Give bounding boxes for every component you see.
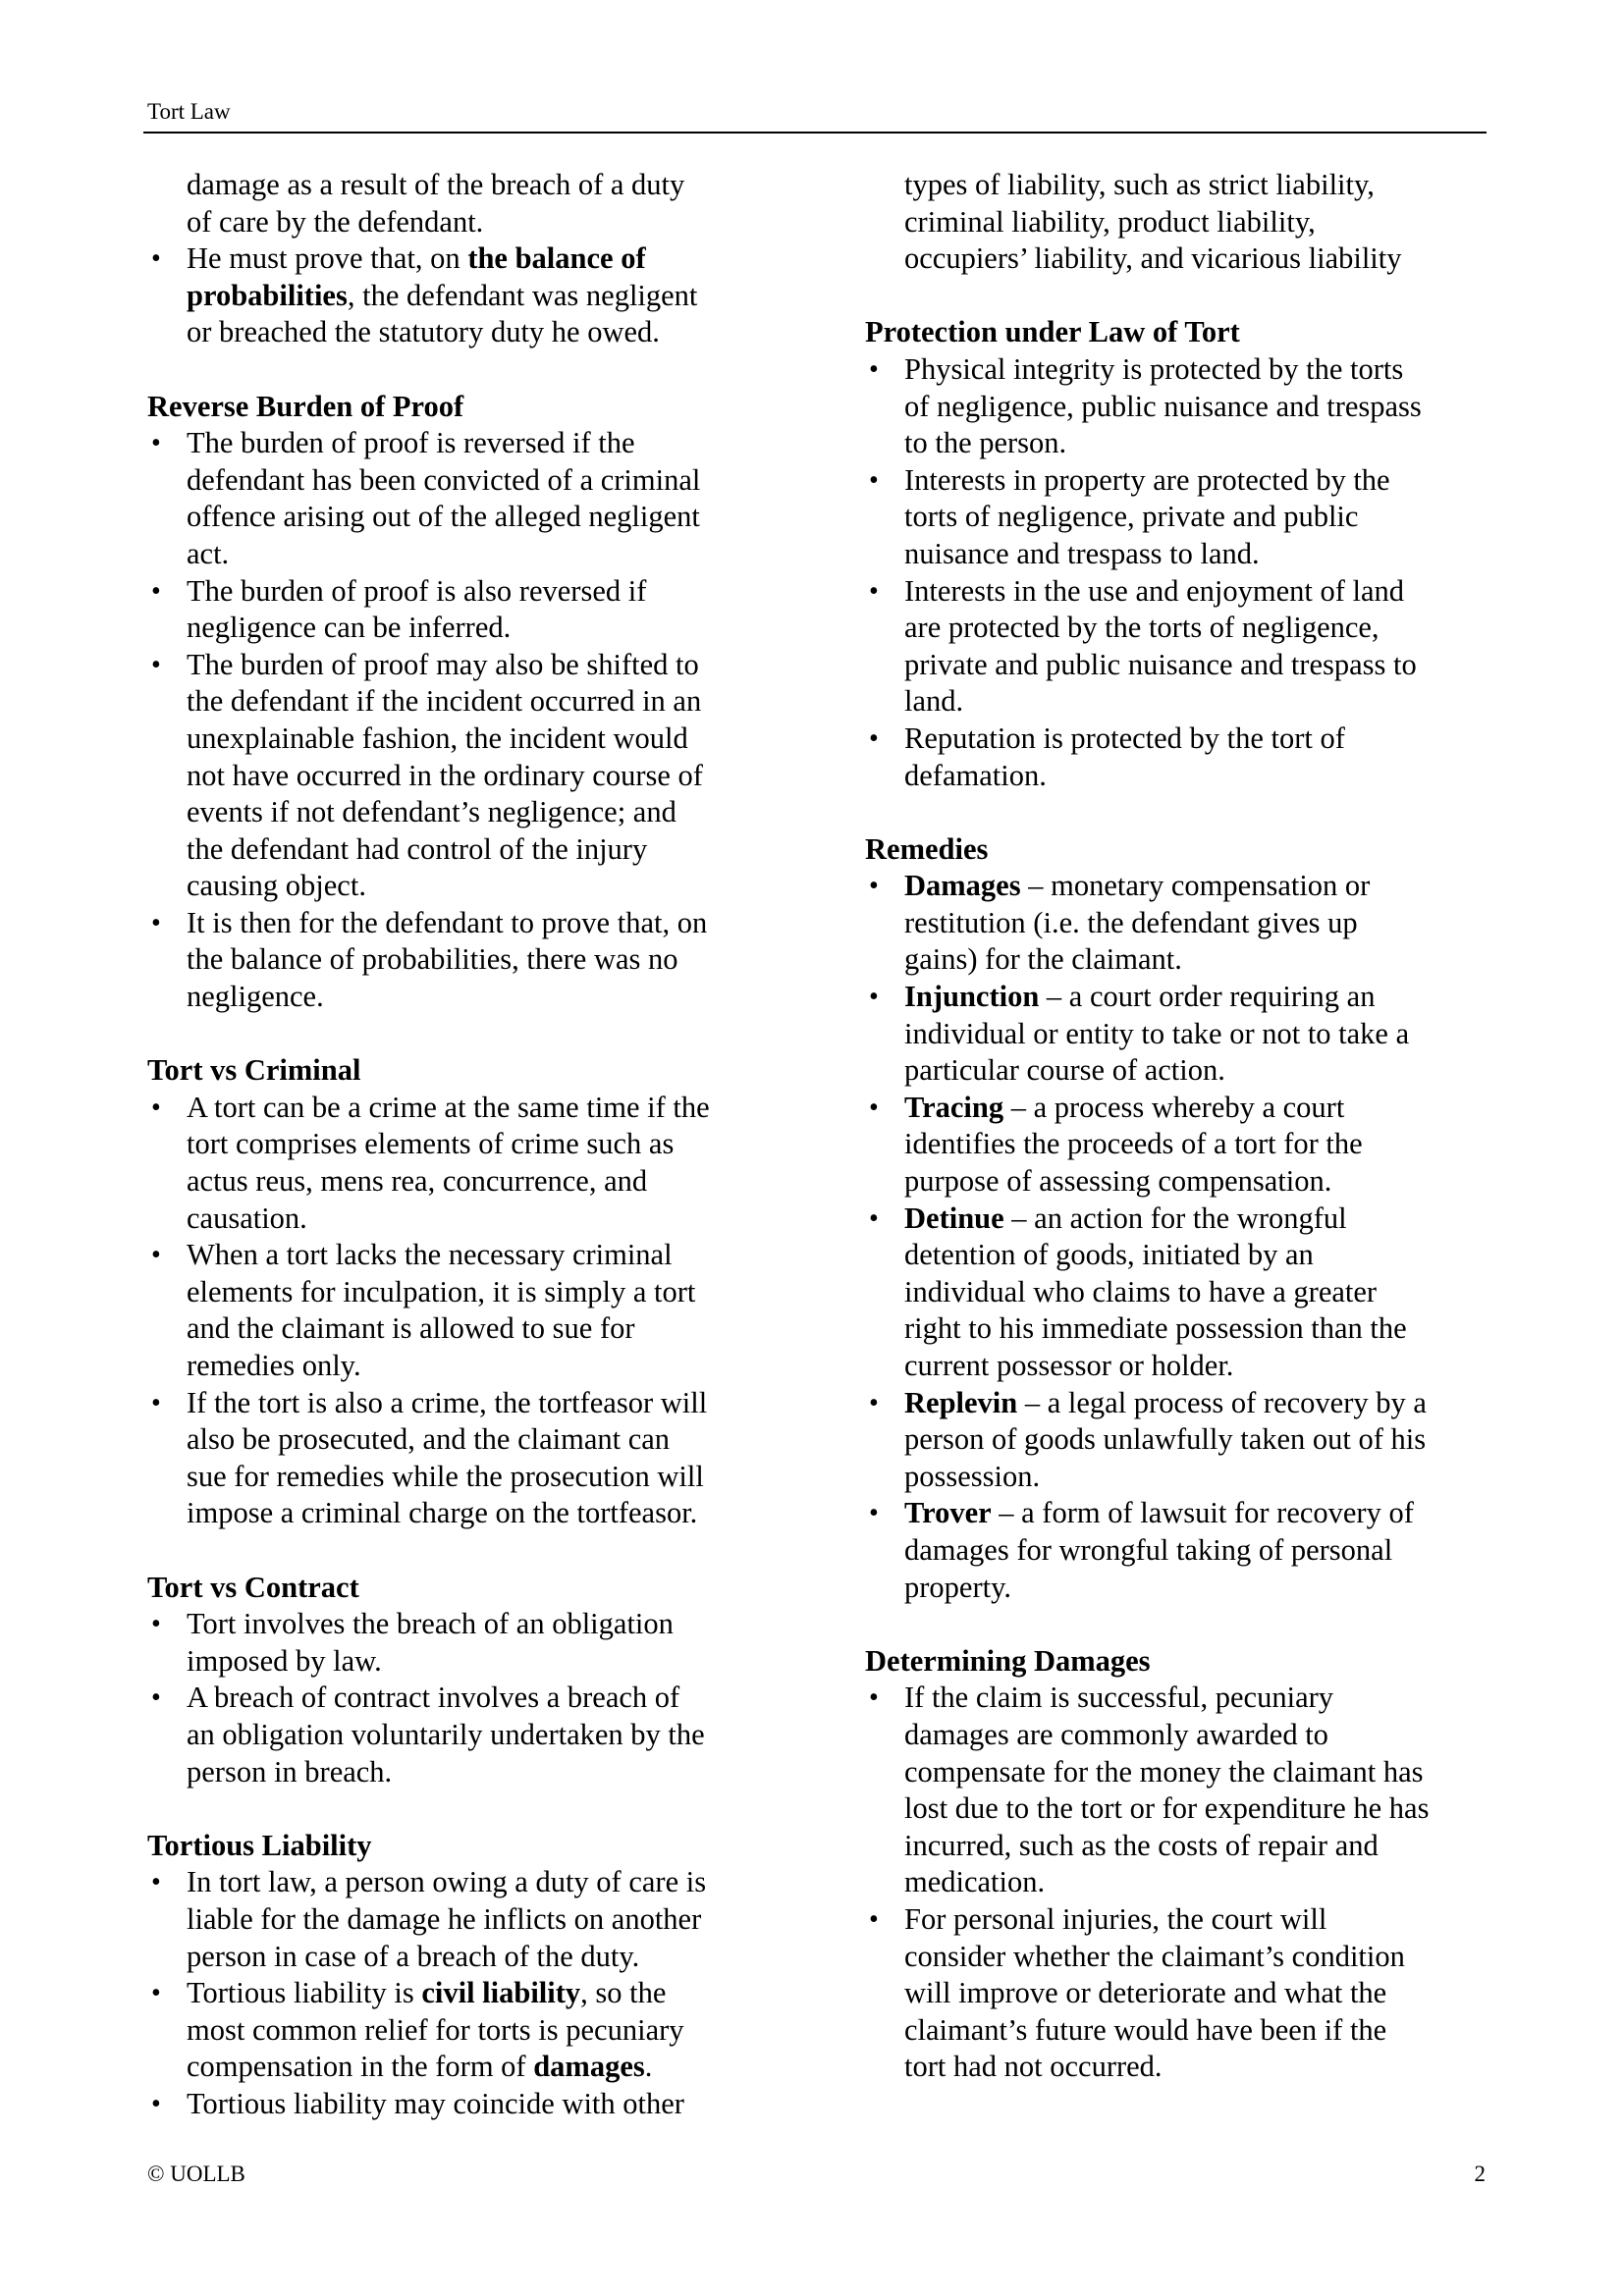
text-line: events if not defendant’s negligence; and [187, 795, 676, 829]
text-line: The burden of proof is also reversed if [187, 573, 647, 608]
text-line: types of liability, such as strict liability, [904, 168, 1375, 201]
text-line: purpose of assessing compensation. [904, 1164, 1332, 1199]
text-line: Reputation is protected by the tort of [904, 721, 1345, 755]
text-line: are protected by the torts of negligence, [904, 611, 1380, 645]
bullet-icon: • [869, 1202, 879, 1234]
text-line: remedies only. [187, 1349, 361, 1382]
text-line: person of goods unlawfully taken out of his [904, 1422, 1427, 1457]
bullet-icon: • [869, 982, 879, 1013]
bullet-icon: • [151, 1240, 161, 1271]
text-line: person in case of a breach of the duty. [187, 1939, 640, 1973]
text-line: sue for remedies while the prosecution will [187, 1459, 704, 1493]
text-line: individual who claims to have a greater [904, 1274, 1378, 1308]
text-line: the defendant had control of the injury [187, 831, 648, 866]
bullet-icon: • [869, 353, 879, 385]
text-line: private and public nuisance and trespass to [904, 647, 1417, 681]
section-heading-remedies: Remedies [865, 831, 989, 866]
text-line: claimant’s future would have been if the [904, 2012, 1387, 2047]
bullet-icon: • [151, 1682, 161, 1714]
text-line: of care by the defendant. [187, 204, 484, 239]
text-line: and the claimant is allowed to sue for [187, 1311, 635, 1346]
text-line: nuisance and trespass to land. [904, 536, 1260, 570]
list-item [147, 240, 795, 351]
text-line: land. [904, 684, 964, 719]
text-line: most common relief for torts is pecuniary [187, 2012, 684, 2047]
text-line: elements for inculpation, it is simply a tort [187, 1274, 696, 1308]
text-line: Injunction – a court order requiring an [904, 980, 1376, 1014]
text-line: Trover – a form of lawsuit for recovery of [904, 1496, 1414, 1530]
text-line: In tort law, a person owing a duty of care is [187, 1865, 707, 1899]
list-item-damages [865, 868, 1513, 979]
text-line: defendant has been convicted of a criminal [187, 462, 701, 497]
bullet-icon: • [869, 575, 879, 607]
bullet-icon: • [151, 2088, 161, 2119]
text-line: or breached the statutory duty he owed. [187, 315, 660, 349]
list-item [865, 721, 1513, 794]
text-line: act. [187, 536, 230, 570]
list-item [147, 1090, 795, 1237]
page-number: 2 [1474, 2162, 1486, 2186]
bullet-icon: • [151, 1387, 161, 1418]
list-item-injunction [865, 979, 1513, 1090]
text-line: restitution (i.e. the defendant gives up [904, 905, 1358, 939]
text-line: right to his immediate possession than the [904, 1311, 1407, 1346]
list-item-replevin [865, 1385, 1513, 1496]
continued-paragraph [865, 167, 1513, 278]
section-heading-tort-vs-criminal: Tort vs Criminal [147, 1053, 361, 1088]
text-line: actus reus, mens rea, concurrence, and [187, 1164, 648, 1199]
text-line: impose a criminal charge on the tortfeasor. [187, 1496, 698, 1530]
list-item [147, 573, 795, 647]
text-line: possession. [904, 1459, 1041, 1493]
section-heading-tortious-liability: Tortious Liability [147, 1828, 372, 1862]
list-item [865, 462, 1513, 573]
text-line: of negligence, public nuisance and trespass [904, 389, 1422, 423]
text-line: Tort involves the breach of an obligation [187, 1607, 674, 1641]
text-line: The burden of proof is reversed if the [187, 426, 635, 460]
text-line: tort had not occurred. [904, 2050, 1163, 2084]
bullet-icon: • [869, 464, 879, 496]
bullet-icon: • [869, 1498, 879, 1529]
list-item [865, 1901, 1513, 2086]
bullet-icon: • [869, 1682, 879, 1714]
list-item-detinue [865, 1201, 1513, 1385]
text-line: damages are commonly awarded to [904, 1717, 1328, 1751]
text-line: the defendant if the incident occurred in an [187, 684, 702, 719]
text-line: also be prosecuted, and the claimant can [187, 1422, 671, 1457]
bullet-icon: • [151, 575, 161, 607]
text-line: Interests in the use and enjoyment of land [904, 573, 1405, 608]
text-line: It is then for the defendant to prove that, on [187, 905, 708, 939]
text-line: Interests in property are protected by the [904, 462, 1390, 497]
list-item [147, 905, 795, 1016]
right-column [865, 167, 1513, 2086]
list-item [147, 1606, 795, 1680]
text-line: If the claim is successful, pecuniary [904, 1681, 1334, 1715]
bullet-icon: • [869, 722, 879, 754]
section-heading-protection: Protection under Law of Tort [865, 315, 1240, 349]
list-item-trover [865, 1495, 1513, 1606]
text-line: incurred, such as the costs of repair and [904, 1828, 1379, 1862]
bullet-icon: • [151, 649, 161, 680]
text-line: compensate for the money the claimant has [904, 1754, 1424, 1789]
list-item [865, 1680, 1513, 1901]
text-line: will improve or deteriorate and what the [904, 1976, 1387, 2010]
text-line: damages for wrongful taking of personal [904, 1532, 1393, 1567]
text-line: A breach of contract involves a breach of [187, 1681, 680, 1715]
header-rule [143, 132, 1487, 133]
bullet-icon: • [151, 1609, 161, 1640]
text-line: For personal injuries, the court will [904, 1901, 1327, 1936]
text-line: compensation in the form of damages. [187, 2050, 653, 2084]
list-item [147, 1385, 795, 1532]
text-line: causation. [187, 1201, 307, 1235]
text-line: Replevin – a legal process of recovery by a [904, 1385, 1427, 1419]
bullet-icon: • [151, 428, 161, 459]
list-item [147, 1237, 795, 1384]
text-line: He must prove that, on the balance of [187, 241, 646, 276]
bullet-icon: • [869, 871, 879, 902]
text-line: not have occurred in the ordinary course of [187, 758, 703, 792]
text-line: lost due to the tort or for expenditure he has [904, 1791, 1430, 1826]
text-line: Damages – monetary compensation or [904, 869, 1371, 903]
text-line: If the tort is also a crime, the tortfeasor will [187, 1385, 708, 1419]
list-item [147, 1975, 795, 2086]
text-line: person in breach. [187, 1754, 393, 1789]
text-line: Tortious liability is civil liability, so the [187, 1976, 667, 2010]
text-line: occupiers’ liability, and vicarious liability [904, 241, 1402, 276]
text-line: particular course of action. [904, 1053, 1225, 1088]
section-heading-tort-vs-contract: Tort vs Contract [147, 1570, 359, 1604]
text-line: probabilities, the defendant was negligent [187, 278, 698, 312]
bullet-icon: • [869, 1092, 879, 1123]
continued-paragraph [147, 167, 795, 240]
text-line: the balance of probabilities, there was no [187, 942, 678, 977]
list-item [865, 573, 1513, 721]
bullet-icon: • [151, 1867, 161, 1898]
text-line: Physical integrity is protected by the torts [904, 351, 1404, 386]
bullet-icon: • [151, 907, 161, 938]
left-column [147, 167, 795, 2122]
section-heading-determining-damages: Determining Damages [865, 1643, 1151, 1678]
text-line: damage as a result of the breach of a duty [187, 168, 685, 201]
text-line: imposed by law. [187, 1643, 382, 1678]
text-line: offence arising out of the alleged negligent [187, 500, 700, 534]
text-line: current possessor or holder. [904, 1349, 1234, 1382]
text-line: negligence can be inferred. [187, 611, 512, 645]
list-item-tracing [865, 1090, 1513, 1201]
text-line: an obligation voluntarily undertaken by the [187, 1717, 705, 1751]
text-line: The burden of proof may also be shifted to [187, 647, 699, 681]
text-line: causing object. [187, 869, 366, 903]
text-line: identifies the proceeds of a tort for the [904, 1127, 1363, 1161]
text-line: criminal liability, product liability, [904, 204, 1316, 239]
text-line: defamation. [904, 758, 1047, 792]
bullet-icon: • [151, 1092, 161, 1123]
text-line: liable for the damage he inflicts on another [187, 1901, 702, 1936]
list-item [147, 425, 795, 572]
text-line: unexplainable fashion, the incident would [187, 721, 688, 755]
text-line: individual or entity to take or not to take a [904, 1016, 1410, 1050]
text-line: tort comprises elements of crime such as [187, 1127, 675, 1161]
list-item [147, 647, 795, 905]
text-line: to the person. [904, 426, 1067, 460]
text-line: Tortious liability may coincide with other [187, 2086, 684, 2120]
text-line: gains) for the claimant. [904, 942, 1182, 977]
list-item [147, 1680, 795, 1790]
section-heading-reverse-burden: Reverse Burden of Proof [147, 389, 464, 423]
text-line: negligence. [187, 980, 324, 1014]
bullet-icon: • [151, 1978, 161, 2009]
text-line: consider whether the claimant’s condition [904, 1939, 1405, 1973]
text-line: When a tort lacks the necessary criminal [187, 1238, 673, 1272]
text-line: detention of goods, initiated by an [904, 1238, 1314, 1272]
bullet-icon: • [151, 243, 161, 275]
text-line: Detinue – an action for the wrongful [904, 1201, 1347, 1235]
bullet-icon: • [869, 1387, 879, 1418]
text-line: A tort can be a crime at the same time if the [187, 1090, 710, 1124]
text-line: Tracing – a process whereby a court [904, 1090, 1345, 1124]
bullet-icon: • [869, 1903, 879, 1935]
text-line: medication. [904, 1865, 1046, 1899]
page-header-title: Tort Law [147, 99, 231, 124]
text-line: property. [904, 1570, 1011, 1604]
list-item [147, 2086, 795, 2123]
text-line: torts of negligence, private and public [904, 500, 1359, 534]
list-item [865, 351, 1513, 462]
list-item [147, 1864, 795, 1975]
footer-copyright: © UOLLB [147, 2162, 245, 2186]
